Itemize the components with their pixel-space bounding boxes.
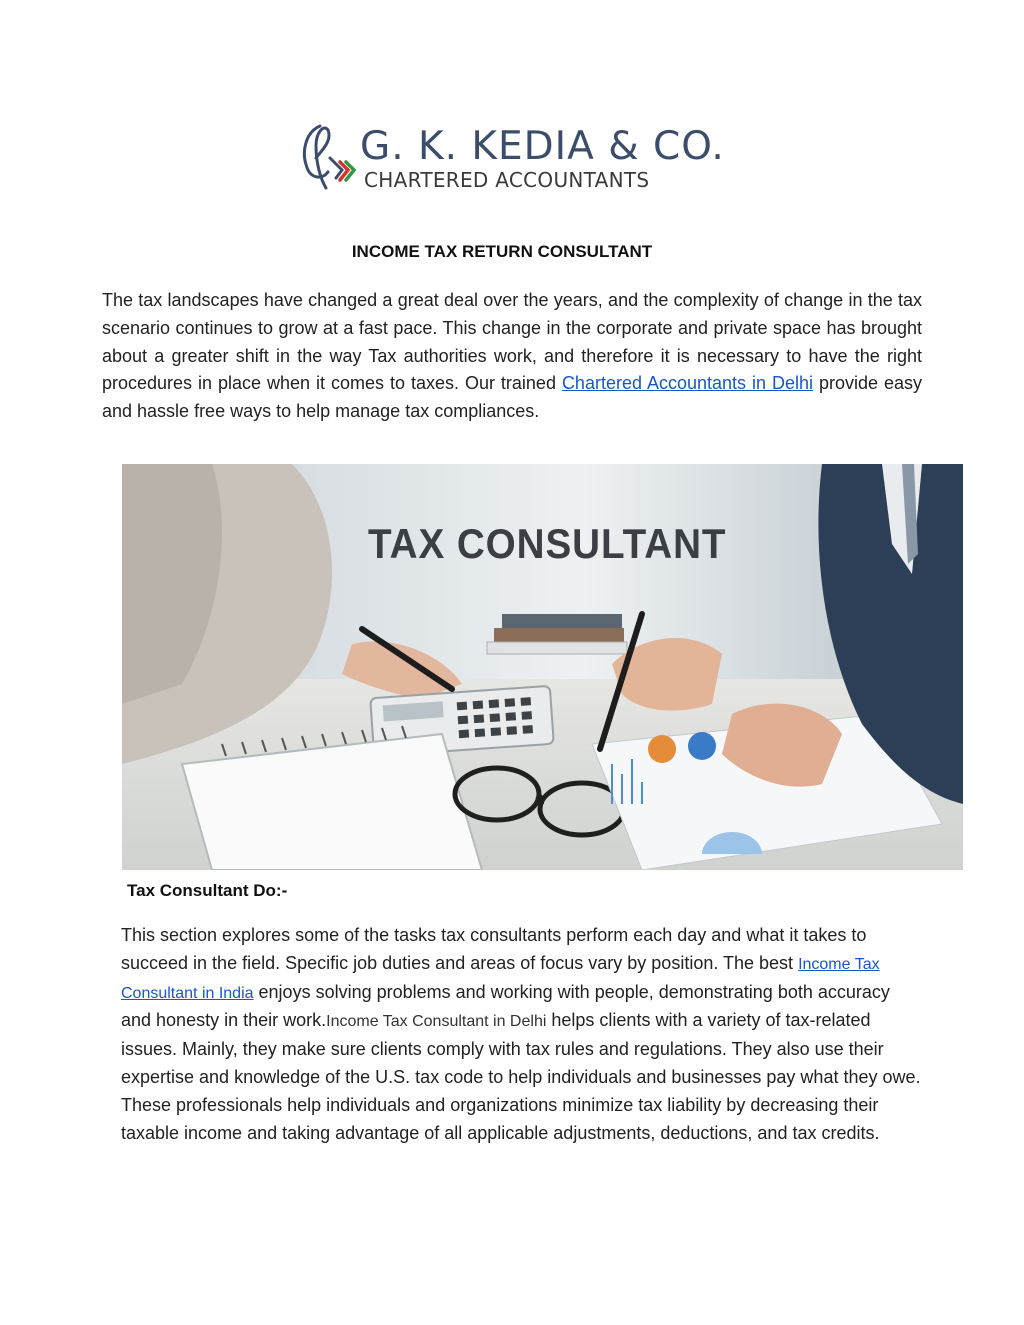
section-heading: Tax Consultant Do:- — [127, 881, 288, 900]
chartered-accountants-delhi-link[interactable]: Chartered Accountants in Delhi — [561, 373, 813, 394]
section-paragraph — [121, 922, 921, 1147]
logo-mark-icon — [298, 118, 358, 194]
income-tax-consultant-delhi-phrase: Income Tax Consultant in Delhi — [326, 1013, 547, 1031]
intro-paragraph — [102, 287, 922, 426]
tax-consultant-image — [122, 464, 963, 870]
section-text-1: This section explores some of the tasks tax consultants perform each day and what it takes to succeed in the field. Specific job duties and areas of focus vary by position. The best — [121, 925, 867, 973]
company-logo — [298, 118, 725, 194]
intro-text-before-link: The tax landscapes have changed a great deal over the years, and the complexity of change in the tax scenario continues to grow at a fast pace. This change in the corporate and private space has brought about a greater shift in the way Tax authorities work, and therefore it is necessary to have the right procedures in place when it comes to taxes. Our trained — [102, 290, 922, 394]
logo-subtitle: CHARTERED ACCOUNTANTS — [364, 168, 650, 192]
image-caption-text: TAX CONSULTANT — [368, 520, 727, 567]
logo-company-name: G. K. KEDIA & CO. — [360, 124, 725, 169]
page-title: INCOME TAX RETURN CONSULTANT — [351, 242, 653, 261]
section-text-2: enjoys solving problems and working with people, demonstrating both accuracy and honesty in their work. — [121, 981, 890, 1031]
intro-text-after-link: provide easy and hassle free ways to help manage tax compliances. — [102, 373, 922, 422]
income-tax-consultant-india-link[interactable]: Income Tax Consultant in India — [121, 955, 880, 1002]
section-text-3: helps clients with a variety of tax-related issues. Mainly, they make sure clients comply with tax rules and regulations. They also use their expertise and knowledge of the U.S. tax code to help individuals and businesses pay what they owe. These professionals help individuals and organizations minimize tax liability by decreasing their taxable income and taking advantage of all applicable adjustments, deductions, and tax credits. — [121, 1010, 921, 1143]
